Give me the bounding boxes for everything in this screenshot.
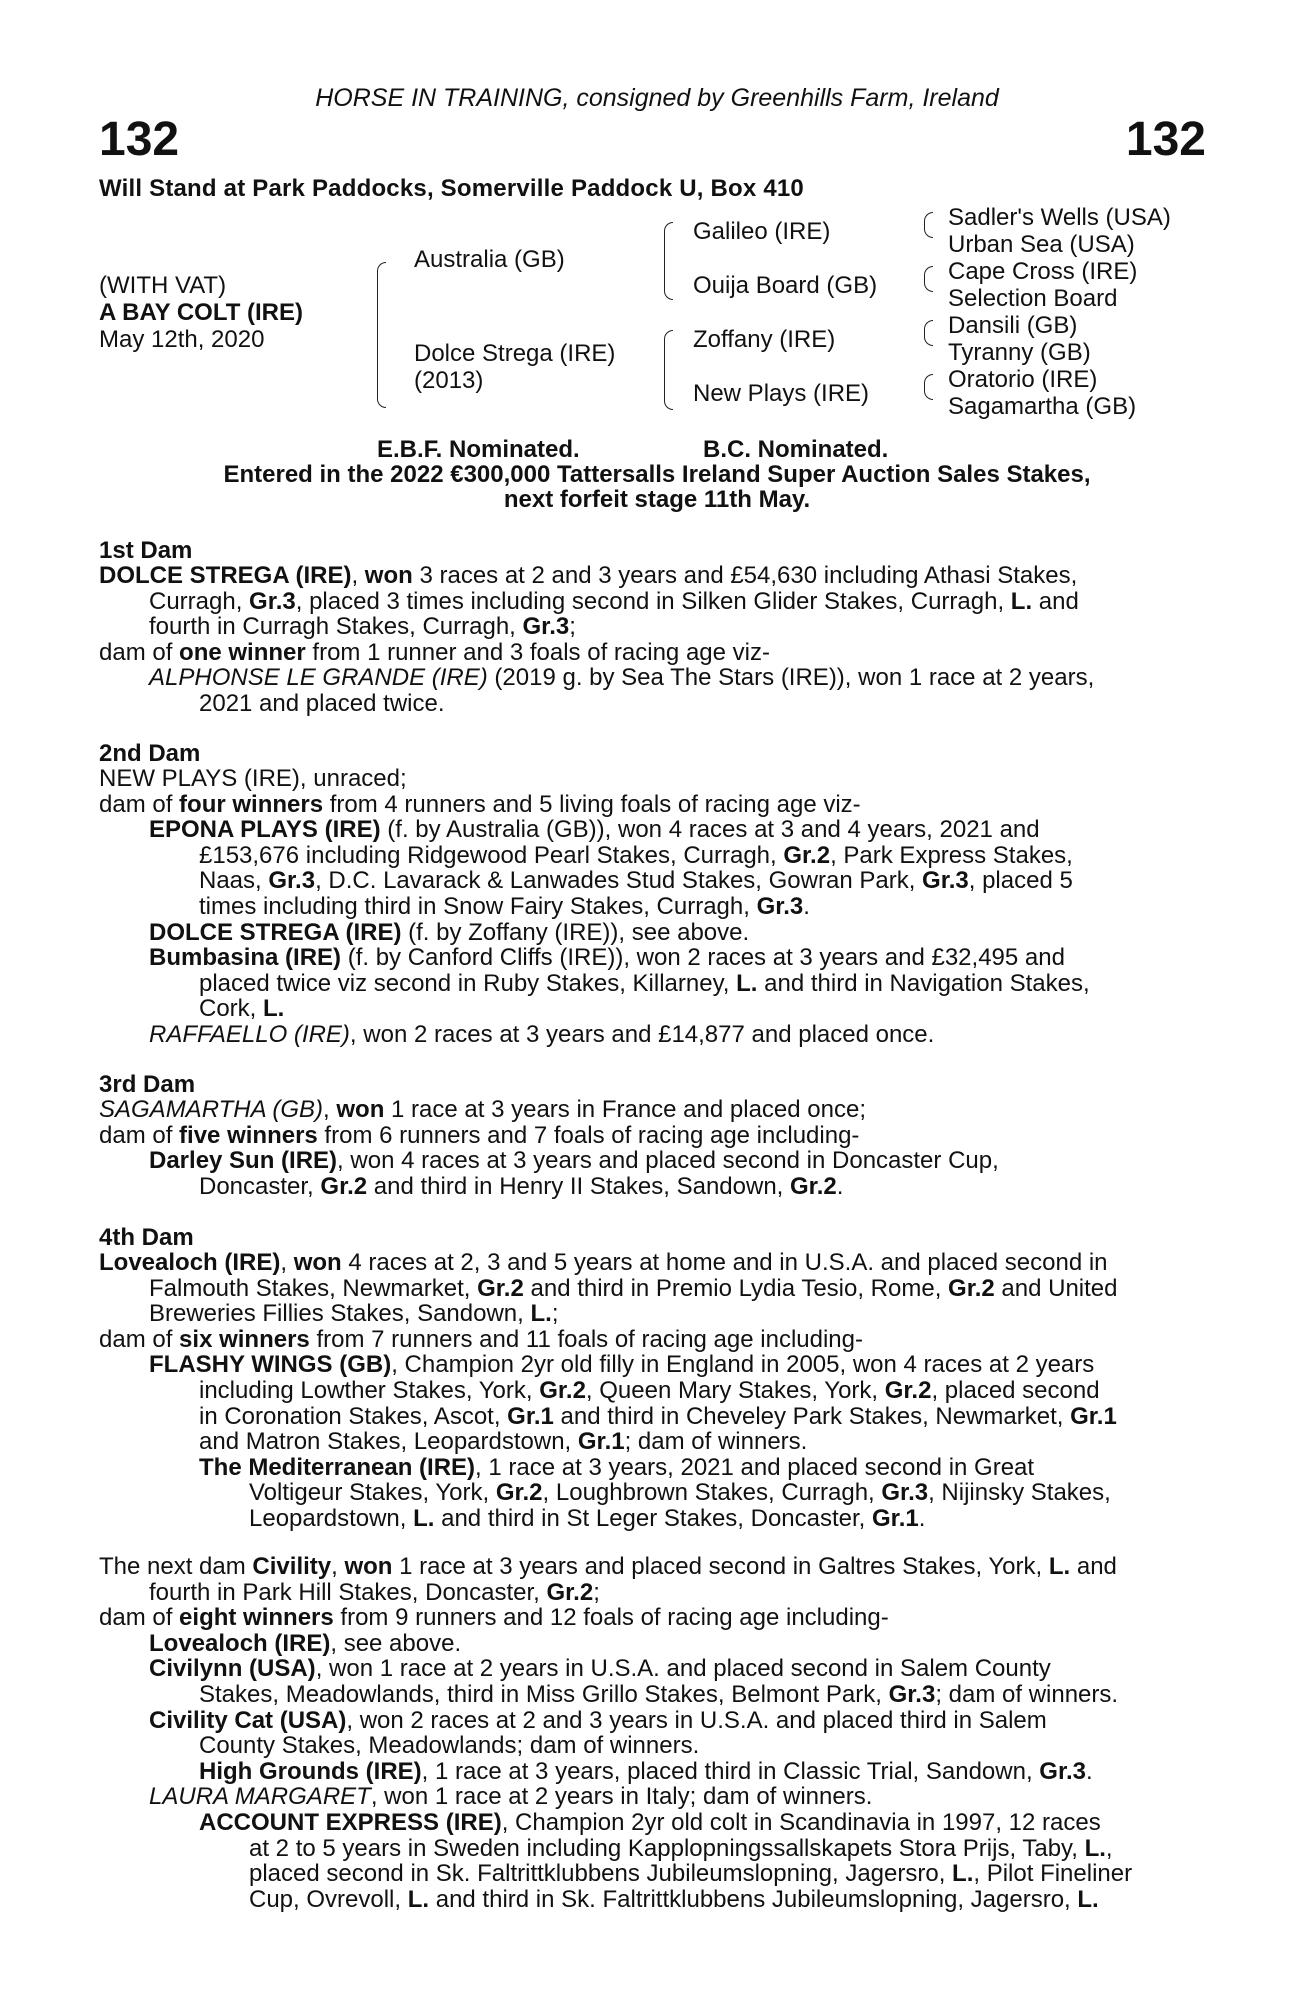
text-run: six winners	[179, 1325, 310, 1353]
text-line	[99, 1378, 1205, 1404]
text-line	[99, 1554, 1205, 1580]
text-run: L.	[952, 1860, 974, 1888]
third-dam-record	[99, 1097, 1205, 1199]
text-run: ,	[1105, 1834, 1113, 1862]
text-run: Gr.2	[783, 841, 831, 869]
text-run: £153,676 including Ridgewood Pearl Stakes, Curragh,	[199, 841, 784, 869]
text-run: Voltigeur Stakes, York,	[249, 1479, 496, 1507]
text-run: ;	[569, 613, 576, 641]
text-run: times including third in Snow Fairy Stakes, Curragh,	[199, 892, 757, 920]
text-run: including Lowther Stakes, York,	[199, 1376, 540, 1404]
text-line	[99, 1887, 1205, 1913]
text-run: Falmouth Stakes, Newmarket,	[149, 1274, 478, 1302]
text-run: and	[1032, 587, 1079, 615]
page-header-title: HORSE IN TRAINING, consigned by Greenhills Farm, Ireland	[315, 84, 999, 112]
text-run: , Champion 2yr old colt in Scandinavia in 1997, 12 races	[501, 1808, 1101, 1836]
text-run: from 7 runners and 11 foals of racing age including-	[309, 1325, 863, 1353]
text-run: Curragh,	[149, 587, 250, 615]
text-run: Gr.2	[948, 1274, 995, 1302]
text-run: Gr.2	[539, 1376, 586, 1404]
text-run: and Matron Stakes, Leopardstown,	[199, 1428, 578, 1456]
text-run: dam of	[99, 638, 180, 666]
text-line	[99, 1708, 1205, 1734]
dam-year: (2013)	[414, 367, 484, 394]
text-run: Cork,	[199, 995, 264, 1023]
sire: Australia (GB)	[414, 246, 565, 273]
text-run: Gr.2	[546, 1578, 594, 1606]
text-run: Bumbasina (IRE)	[149, 944, 342, 972]
text-run: , placed 5	[968, 867, 1073, 895]
race-entry-line-2: next forfeit stage 11th May.	[503, 486, 811, 513]
text-run: and United	[994, 1274, 1118, 1302]
text-run: , Park Express Stakes,	[830, 841, 1073, 869]
text-run: The Mediterranean (IRE)	[199, 1453, 476, 1481]
text-run: RAFFAELLO (IRE)	[149, 1020, 350, 1048]
text-run: DOLCE STREGA (IRE)	[99, 562, 352, 589]
text-run: in Coronation Stakes, Ascot,	[199, 1402, 508, 1430]
text-run: , Loughbrown Stakes, Curragh,	[542, 1479, 882, 1507]
text-line	[99, 1682, 1205, 1708]
ancestor-g3-6: Tyranny (GB)	[948, 339, 1091, 366]
text-run: and third in Cheveley Park Stakes, Newmarket,	[553, 1402, 1071, 1430]
text-run: Civility	[252, 1553, 332, 1580]
brace-g3-3	[924, 320, 933, 346]
text-line	[99, 1784, 1205, 1810]
text-run: Gr.1	[577, 1428, 625, 1456]
foaling-date: May 12th, 2020	[99, 326, 265, 353]
text-run: from 1 runner and 3 foals of racing age viz-	[305, 638, 770, 666]
text-line	[99, 1605, 1205, 1631]
ancestor-g3-1: Sadler's Wells (USA)	[948, 204, 1171, 231]
text-line	[99, 1250, 1205, 1276]
text-line	[99, 1861, 1205, 1887]
text-line	[99, 1455, 1205, 1481]
text-line	[99, 971, 1205, 997]
text-run: L.	[736, 969, 758, 997]
text-run: 3 races at 2 and 3 years and £54,630 including Athasi Stakes,	[412, 562, 1078, 589]
text-run: (f. by Australia (GB)), won 4 races at 3 and 4 years, 2021 and	[380, 816, 1040, 844]
horse-name: A BAY COLT (IRE)	[99, 299, 304, 326]
text-run: Gr.3	[756, 892, 804, 920]
text-run: Gr.3	[888, 1680, 936, 1708]
text-line	[99, 766, 1205, 792]
text-line	[99, 1097, 1205, 1123]
first-dam-record	[99, 563, 1205, 717]
text-line	[99, 817, 1205, 843]
text-line	[99, 1480, 1205, 1506]
text-run: five winners	[179, 1121, 318, 1149]
text-line	[99, 1327, 1205, 1353]
dam-dam: New Plays (IRE)	[693, 380, 870, 407]
text-run: fourth in Curragh Stakes, Curragh,	[149, 613, 523, 641]
text-run: placed second in Sk. Faltrittklubbens Jubileumslopning, Jagersro,	[249, 1860, 953, 1888]
text-run: Gr.2	[320, 1172, 368, 1200]
text-run: Gr.3	[1039, 1757, 1086, 1785]
ancestor-g3-4: Selection Board	[948, 285, 1118, 312]
text-run: one winner	[179, 638, 306, 666]
text-line	[99, 665, 1205, 691]
text-run: , won 2 races at 3 years and £14,877 and placed once.	[349, 1020, 935, 1048]
text-line	[99, 868, 1205, 894]
text-line	[99, 894, 1205, 920]
dam-sire: Zoffany (IRE)	[693, 326, 836, 353]
text-run: Gr.3	[268, 867, 316, 895]
second-dam-record	[99, 766, 1205, 1048]
race-entry-line-1: Entered in the 2022 €300,000 Tattersalls Ireland Super Auction Sales Stakes,	[223, 461, 1091, 488]
text-line	[99, 1148, 1205, 1174]
text-run: Stakes, Meadowlands, third in Miss Grillo Stakes, Belmont Park,	[199, 1680, 889, 1708]
section-heading-2nd-dam: 2nd Dam	[99, 740, 201, 767]
text-run: ,	[323, 1096, 337, 1123]
text-run: ,	[351, 562, 365, 589]
stand-location: Will Stand at Park Paddocks, Somerville Paddock U, Box 410	[99, 175, 804, 202]
section-heading-3rd-dam: 3rd Dam	[99, 1071, 196, 1098]
brace-g3-1	[924, 212, 933, 238]
ancestor-g3-3: Cape Cross (IRE)	[948, 258, 1138, 285]
text-run: Gr.3	[249, 587, 296, 615]
text-line	[99, 640, 1205, 666]
text-run: L.	[1048, 1553, 1071, 1580]
text-run: from 6 runners and 7 foals of racing age including-	[317, 1121, 860, 1149]
text-line	[99, 1022, 1205, 1048]
text-run: , 1 race at 3 years, 2021 and placed second in Great	[475, 1453, 1035, 1481]
text-run: at 2 to 5 years in Sweden including Kapplopningssallskapets Stora Prijs, Taby,	[249, 1834, 1085, 1862]
text-line	[99, 1656, 1205, 1682]
text-run: fourth in Park Hill Stakes, Doncaster,	[149, 1578, 547, 1606]
text-line	[99, 945, 1205, 971]
text-run: Gr.2	[790, 1172, 837, 1200]
section-heading-4th-dam: 4th Dam	[99, 1224, 194, 1251]
text-run: .	[1085, 1757, 1093, 1785]
text-line	[99, 1631, 1205, 1657]
text-run: .	[918, 1504, 926, 1532]
brace-generation-1	[377, 262, 386, 408]
text-line	[99, 920, 1205, 946]
text-run: ,	[331, 1553, 345, 1580]
text-run: (2019 g. by Sea The Stars (IRE)), won 1 race at 2 years,	[487, 664, 1095, 692]
text-run: ALPHONSE LE GRANDE (IRE)	[149, 664, 488, 692]
text-line	[99, 843, 1205, 869]
text-run: , Pilot Fineliner	[973, 1860, 1133, 1888]
text-line	[99, 1429, 1205, 1455]
text-run: ,	[280, 1249, 294, 1276]
text-line	[99, 1506, 1205, 1532]
text-run: NEW PLAYS (IRE), unraced;	[99, 765, 407, 792]
text-run: ;	[593, 1578, 600, 1606]
text-run: Gr.2	[495, 1479, 543, 1507]
text-run: Gr.1	[1070, 1402, 1117, 1430]
brace-sire-line	[664, 222, 673, 300]
text-run: , placed 3 times including second in Silken Glider Stakes, Curragh,	[295, 587, 1011, 615]
section-heading-1st-dam: 1st Dam	[99, 537, 193, 564]
text-run: L.	[1010, 587, 1033, 615]
text-run: (f. by Zoffany (IRE)), see above.	[401, 918, 750, 946]
text-run: and	[1070, 1553, 1117, 1580]
text-run: L.	[1077, 1885, 1099, 1913]
text-run: , won 4 races at 3 years and placed second in Doncaster Cup,	[337, 1147, 999, 1175]
text-run: Lovealoch (IRE)	[149, 1629, 331, 1657]
text-run: L.	[413, 1504, 435, 1532]
text-run: placed twice viz second in Ruby Stakes, Killarney,	[199, 969, 737, 997]
text-run: won	[293, 1249, 342, 1276]
text-run: , placed second	[931, 1376, 1100, 1404]
text-run: , Champion 2yr old filly in England in 2005, won 4 races at 2 years	[391, 1351, 1095, 1379]
text-run: Leopardstown,	[249, 1504, 414, 1532]
ancestor-g3-7: Oratorio (IRE)	[948, 366, 1098, 393]
text-run: Breweries Fillies Stakes, Sandown,	[149, 1300, 531, 1328]
text-run: L.	[407, 1885, 430, 1913]
sire-sire: Galileo (IRE)	[693, 218, 831, 245]
text-run: dam of	[99, 1604, 180, 1632]
text-run: Gr.3	[922, 867, 969, 895]
lot-number-right: 132	[1125, 113, 1206, 166]
text-run: eight winners	[179, 1604, 334, 1632]
text-line	[99, 563, 1205, 589]
text-run: Darley Sun (IRE)	[149, 1147, 338, 1175]
text-line	[99, 1836, 1205, 1862]
text-run: and third in St Leger Stakes, Doncaster,	[434, 1504, 873, 1532]
text-run: and third in Navigation Stakes,	[757, 969, 1090, 997]
text-run: dam of	[99, 1325, 180, 1353]
text-run: , won 1 race at 2 years in U.S.A. and placed second in Salem County	[315, 1655, 1051, 1683]
next-dam-record	[99, 1554, 1205, 1912]
bc-nomination: B.C. Nominated.	[703, 436, 889, 463]
text-line	[99, 691, 1205, 717]
text-run: .	[803, 892, 810, 920]
text-run: from 4 runners and 5 living foals of racing age viz-	[323, 790, 861, 818]
text-run: (f. by Canford Cliffs (IRE)), won 2 races at 3 years and £32,495 and	[341, 944, 1065, 972]
text-run: dam of	[99, 1121, 180, 1149]
text-run: SAGAMARTHA (GB)	[99, 1096, 324, 1123]
text-run: FLASHY WINGS (GB)	[149, 1351, 392, 1379]
text-line	[99, 589, 1205, 615]
text-run: and third in Premio Lydia Tesio, Rome,	[523, 1274, 949, 1302]
vat-note: (WITH VAT)	[99, 272, 227, 299]
brace-dam-line	[664, 330, 673, 410]
text-run: EPONA PLAYS (IRE)	[149, 816, 381, 844]
text-run: County Stakes, Meadowlands; dam of winners.	[199, 1732, 700, 1760]
text-run: ; dam of winners.	[624, 1428, 808, 1456]
text-run: won	[344, 1553, 393, 1580]
text-run: 1 race at 3 years and placed second in Galtres Stakes, York,	[392, 1553, 1049, 1580]
text-line	[99, 1123, 1205, 1149]
sire-dam: Ouija Board (GB)	[693, 272, 878, 299]
text-line	[99, 996, 1205, 1022]
lot-number-left: 132	[99, 113, 180, 166]
text-run: won	[336, 1096, 385, 1123]
text-run: Lovealoch (IRE)	[99, 1249, 281, 1276]
text-run: , see above.	[330, 1629, 462, 1657]
text-run: ; dam of winners.	[935, 1680, 1119, 1708]
text-run: from 9 runners and 12 foals of racing age including-	[333, 1604, 889, 1632]
text-run: , 1 race at 3 years, placed third in Classic Trial, Sandown,	[421, 1757, 1040, 1785]
text-line	[99, 1404, 1205, 1430]
text-run: , D.C. Lavarack & Lanwades Stud Stakes, Gowran Park,	[315, 867, 923, 895]
text-run: and third in Henry II Stakes, Sandown,	[367, 1172, 791, 1200]
text-run: Gr.2	[477, 1274, 524, 1302]
text-run: ;	[551, 1300, 559, 1328]
text-run: L.	[1084, 1834, 1106, 1862]
text-run: ACCOUNT EXPRESS (IRE)	[199, 1808, 502, 1836]
text-run: LAURA MARGARET	[149, 1783, 371, 1811]
text-run: Gr.1	[507, 1402, 554, 1430]
text-line	[99, 1759, 1205, 1785]
text-line	[99, 1174, 1205, 1200]
ebf-nomination: E.B.F. Nominated.	[377, 436, 580, 463]
text-run: .	[836, 1172, 844, 1200]
text-run: , Nijinsky Stakes,	[928, 1479, 1111, 1507]
text-run: won	[364, 562, 413, 589]
text-run: 4 races at 2, 3 and 5 years at home and in U.S.A. and placed second in	[341, 1249, 1108, 1276]
text-run: Cup, Ovrevoll,	[249, 1885, 408, 1913]
text-run: Gr.1	[872, 1504, 919, 1532]
text-run: , won 2 races at 2 and 3 years in U.S.A. and placed third in Salem	[346, 1706, 1047, 1734]
text-run: , won 1 race at 2 years in Italy; dam of winners.	[370, 1783, 873, 1811]
text-run: dam of	[99, 790, 180, 818]
fourth-dam-record	[99, 1250, 1205, 1532]
ancestor-g3-8: Sagamartha (GB)	[948, 393, 1137, 420]
text-run: Gr.3	[881, 1479, 929, 1507]
brace-g3-2	[924, 266, 933, 292]
text-run: Doncaster,	[199, 1172, 321, 1200]
text-line	[99, 1301, 1205, 1327]
text-run: four winners	[179, 790, 324, 818]
text-line	[99, 614, 1205, 640]
ancestor-g3-5: Dansili (GB)	[948, 312, 1078, 339]
text-run: and third in Sk. Faltrittklubbens Jubileumslopning, Jagersro,	[429, 1885, 1078, 1913]
brace-g3-4	[924, 374, 933, 400]
text-run: Civility Cat (USA)	[149, 1706, 347, 1734]
text-run: 1 race at 3 years in France and placed once;	[384, 1096, 866, 1123]
dam: Dolce Strega (IRE)	[414, 340, 616, 367]
text-line	[99, 1352, 1205, 1378]
text-run: Gr.2	[884, 1376, 932, 1404]
text-line	[99, 792, 1205, 818]
text-run: L.	[530, 1300, 552, 1328]
text-line	[99, 1580, 1205, 1606]
text-run: The next dam	[99, 1553, 253, 1580]
text-run: 2021 and placed twice.	[199, 689, 445, 717]
text-run: High Grounds (IRE)	[199, 1757, 422, 1785]
text-line	[99, 1276, 1205, 1302]
text-line	[99, 1810, 1205, 1836]
text-run: DOLCE STREGA (IRE)	[149, 918, 402, 946]
text-run: Civilynn (USA)	[149, 1655, 316, 1683]
text-line	[99, 1733, 1205, 1759]
ancestor-g3-2: Urban Sea (USA)	[948, 231, 1135, 258]
text-run: Gr.3	[522, 613, 570, 641]
text-run: L.	[263, 995, 285, 1023]
text-run: Naas,	[199, 867, 269, 895]
text-run: , Queen Mary Stakes, York,	[585, 1376, 885, 1404]
